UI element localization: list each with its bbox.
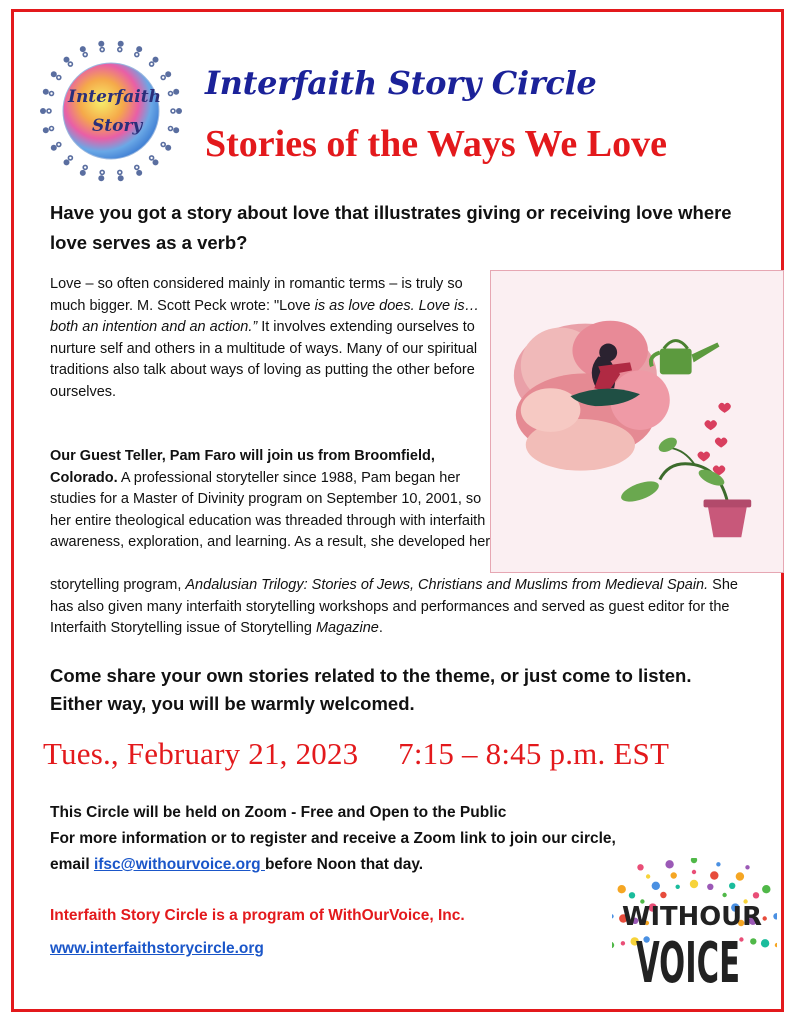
guest-teller-heading: Our Guest Teller, Pam Faro will join us from Broomfield, Colorado.	[50, 448, 435, 486]
invite-text: Come share your own stories related to the theme, or just come to listen. Either way, you will be warmly welcomed.	[50, 665, 692, 714]
love-illustration	[490, 270, 784, 573]
program-note: Interfaith Story Circle is a program of WithOurVoice, Inc.	[50, 907, 465, 924]
logo-text-story: Story	[92, 116, 143, 136]
logo-text-withour: WITHOUR	[622, 902, 762, 932]
page-subtitle: Stories of the Ways We Love	[205, 123, 667, 165]
paragraph-love: Love – so often considered mainly in romantic terms – is truly so much bigger. M. Scott Peck wrote: "Love is as love does. Love is…both an intention and an action.” It involves extending ourselves to nurture self and others in a multitude of ways. Many of our spiritual traditions also talk about ways of loving as putting the other before ourselves.	[50, 276, 480, 400]
program-title: Andalusian Trilogy: Stories of Jews, Christians and Muslims from Medieval Spain.	[185, 577, 709, 593]
interfaith-story-logo	[36, 36, 186, 186]
intro-question: Have you got a story about love that illustrates giving or receiving love where love serves as a verb?	[50, 202, 732, 253]
event-time: 7:15 – 8:45 p.m. EST	[398, 736, 670, 771]
paragraph-guest-teller: Our Guest Teller, Pam Faro will join us from Broomfield, Colorado. A professional storyteller since 1988, Pam began her studies for a Master of Divinity program on September 10, 2001, so her entire theological education was threaded through with interfaith awareness, exploration, and learning. As a result, she developed her	[50, 448, 491, 550]
event-details: This Circle will be held on Zoom - Free and Open to the Public For more information or to register and receive a Zoom link to join our circle, email ifsc@withourvoice.org before Noon that day.	[50, 804, 616, 873]
logo-text-voice: VOICE	[636, 931, 740, 996]
logo-text-interfaith: Interfaith	[68, 87, 161, 107]
website-link[interactable]: www.interfaithstorycircle.org	[50, 940, 264, 957]
event-date: Tues., February 21, 2023	[43, 736, 359, 771]
page-title: Interfaith Story Circle	[205, 64, 597, 102]
event-datetime	[43, 736, 669, 772]
paragraph-guest-teller-cont: storytelling program, Andalusian Trilogy: Stories of Jews, Christians and Muslims from Medieval Spain. She has also given many interfaith storytelling workshops and performances and served as guest editor for the Interfaith Storytelling issue of Storytelling Magazine.	[50, 577, 738, 636]
email-link[interactable]: ifsc@withourvoice.org	[93, 856, 265, 873]
withourvoice-logo	[612, 858, 777, 1006]
